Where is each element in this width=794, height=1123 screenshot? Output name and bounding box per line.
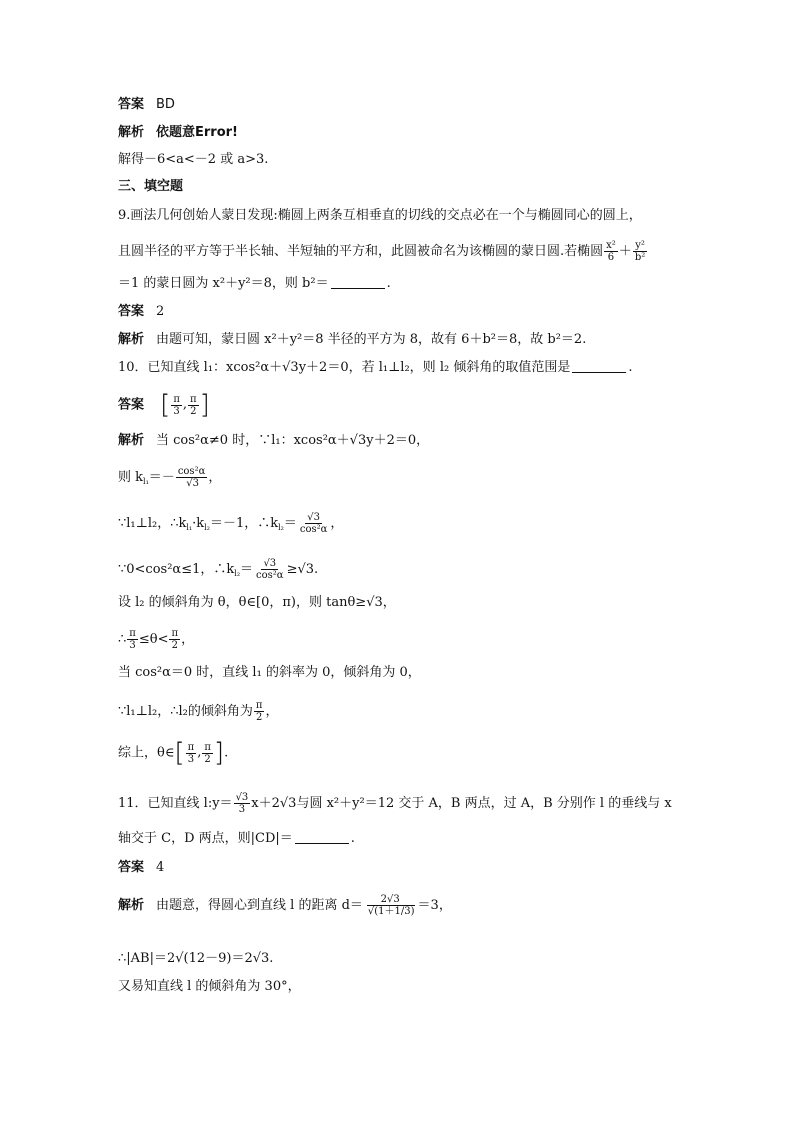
q11-line-1: 11．已知直线 l:y＝ $\frac{√3}{3}$ x＋2√3与圆 x²＋y²＝12 交于 A，B 两点，过 A，B 分别作 l 的垂线与 x [118,792,672,815]
q11-answer: 答案 4 [118,860,165,875]
answer-blank [331,276,385,289]
answer-label: 答案 [118,97,145,112]
q11-solution-3: 又易知直线 l 的倾斜角为 30°， [118,979,301,994]
q10-solution-4: ∵0<cos²α≤1，$\therefore k_{l_2}=$ $\frac{√3}{\text{cos²α}}$ ≥√3. [118,558,319,581]
q11-solution-1: 解析 由题意，得圆心到直线 l 的距离 d＝ $\frac{2√3}{√(1+1/3)}$ ＝3， [118,894,452,917]
q10-solution-5: 设 l₂ 的倾斜角为 θ，θ∈[0，π)，则 tanθ≥√3， [118,595,396,610]
q9-line-2: 且圆半径的平方等于半长轴、半短轴的平方和，此圆被命名为该椭圆的蒙日圆.若椭圆 $\frac{\text{x²}}{6}$ ＋ $\frac{\text{y²}}{\text{b²}}$ [118,240,646,263]
answer-value: BD [156,97,175,112]
q11-solution-2: ∴|AB|＝2√(12－9)＝2√3. [118,951,274,966]
solution-line-8 [118,124,238,142]
q9-line-1: 9.画法几何创始人蒙日发现:椭圆上两条互相垂直的切线的交点必在一个与椭圆同心的圆上， [118,208,642,223]
q9-solution: 解析 由题可知，蒙日圆 x²＋y²＝8 半径的平方为 8，故有 6＋b²＝8，故 b²＝2. [118,332,587,347]
solution-text: 依题意Error! [156,125,238,140]
q10-solution-2: 则 $k_{l_1}=-$ $\frac{\text{cos²α}}{√3}$ ， [118,466,222,489]
q10-solution-6: ∴ $\frac{\pi}{3}$ ≤θ< $\frac{\pi}{2}$ ， [118,628,195,651]
ellipse-x-term: $\frac{\text{x²}}{6}$ [606,240,616,263]
q9-answer: 答案 2 [118,304,165,319]
answer-blank [295,831,349,844]
q11-line-2: 轴交于 C，D 两点，则|CD|＝ . [118,831,355,846]
section-heading: 三、填空题 [118,179,184,194]
q10-solution-8: ∵l₁⊥l₂，∴l₂的倾斜角为 $\frac{\pi}{2}$ ， [118,700,279,723]
solution-label: 解析 [118,125,145,140]
q10-solution-1: 解析 当 cos²α≠0 时，∵l₁：xcos²α＋√3y＋2＝0， [118,433,430,448]
answer-blank [572,360,626,373]
q10-solution-9: 综上，θ∈ [ $\frac{\pi}{3}$ , $\frac{\pi}{2}$ ] . [118,738,229,768]
q10-solution-3: ∵l₁⊥l₂，$\therefore k_{l_1}\cdot k_{l_2}=-1$，$\therefore k_{l_2}=$ $\frac{√3}{\text{cos²α}}$ ， [118,512,344,535]
q10-solution-7: 当 cos²α＝0 时，直线 l₁ 的斜率为 0，倾斜角为 0， [118,665,421,680]
q10-line-1: 10．已知直线 l₁：xcos²α＋√3y＋2＝0，若 l₁⊥l₂，则 l₂ 倾斜角的取值范围是 . [118,360,633,375]
answer-line-8 [118,96,175,114]
q10-answer: 答案 [ $\frac{\pi}{3}$ , $\frac{\pi}{2}$ ] [118,390,210,420]
ellipse-y-term: $\frac{\text{y²}}{\text{b²}}$ [634,240,646,263]
solution-result-8: 解得－6<a<－2 或 a>3. [118,152,269,167]
interval-answer: [ $\frac{\pi}{3}$ , $\frac{\pi}{2}$ ] [160,390,210,420]
q9-line-3: ＝1 的蒙日圆为 x²＋y²＝8，则 b²＝ . [118,276,391,291]
